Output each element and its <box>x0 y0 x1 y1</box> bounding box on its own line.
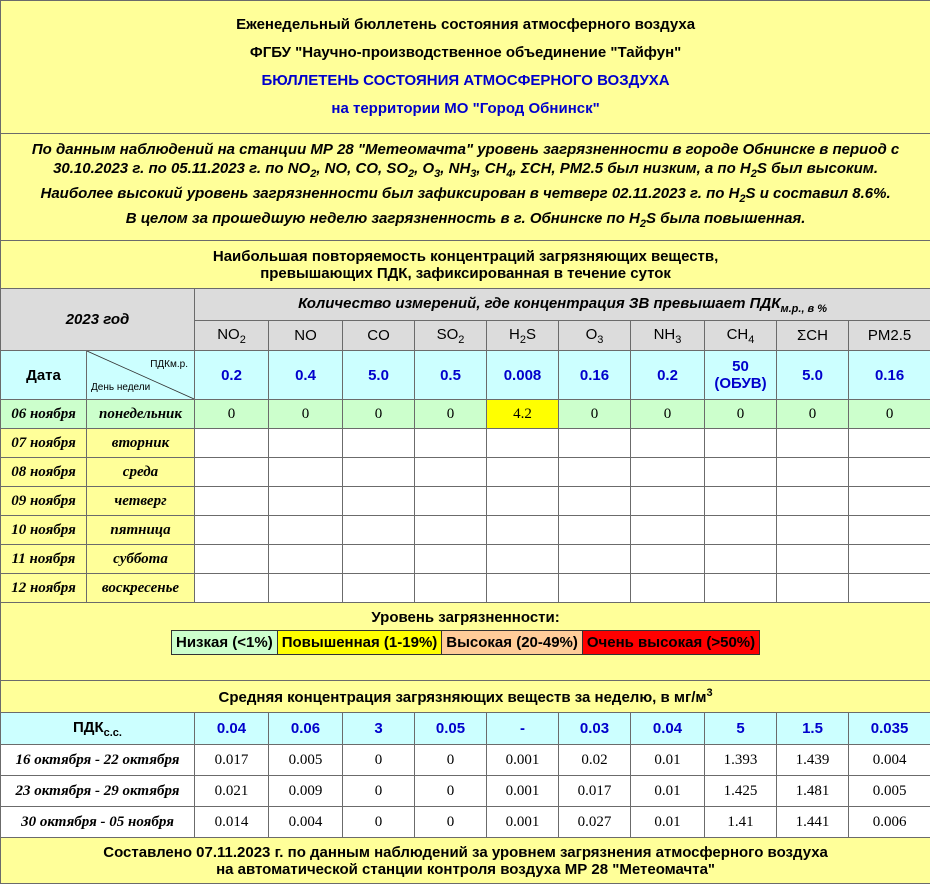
year-label: 2023 год <box>1 289 195 351</box>
weekly-row <box>1 807 930 838</box>
pdk-mr-row <box>1 351 930 400</box>
daily-value <box>777 458 849 487</box>
weekly-value: 1.393 <box>705 745 777 776</box>
daily-value: 0 <box>559 400 631 429</box>
header-line-3: БЮЛЛЕТЕНЬ СОСТОЯНИЯ АТМОСФЕРНОГО ВОЗДУХА <box>1 67 930 95</box>
daily-rows <box>1 400 930 603</box>
daily-value <box>777 545 849 574</box>
weekly-value: 0.004 <box>269 807 343 838</box>
diag-bottom-label: День недели <box>91 382 150 393</box>
weekly-value: 0.027 <box>559 807 631 838</box>
pollutant-header: $CH_4$ <box>705 321 777 351</box>
level-item: Низкая (<1%) <box>172 631 278 655</box>
daily-value <box>631 429 705 458</box>
pollutant-header: $NH_3$ <box>631 321 705 351</box>
pdk-ss-row <box>1 713 930 745</box>
diag-top-label: ПДКм.р. <box>150 359 188 370</box>
daily-value <box>559 487 631 516</box>
row-date: 11 ноября <box>1 545 87 574</box>
weekly-value: 0.004 <box>849 745 930 776</box>
footer-line-1: Составлено 07.11.2023 г. по данным наблюдений за уровнем загрязнения атмосферного воздуха <box>1 844 930 861</box>
daily-value <box>487 487 559 516</box>
daily-value <box>195 516 269 545</box>
bulletin-header <box>1 1 930 134</box>
weekly-value: 0 <box>415 776 487 807</box>
weekly-value: 0.005 <box>849 776 930 807</box>
row-date: 09 ноября <box>1 487 87 516</box>
daily-value <box>415 516 487 545</box>
daily-value <box>559 574 631 603</box>
pdk-mr-value: 0.16 <box>559 351 631 400</box>
pdk-ss-value: 0.04 <box>631 713 705 745</box>
pollutant-header: PM2.5 <box>849 321 930 351</box>
pollutant-header: CO <box>343 321 415 351</box>
row-weekday: воскресенье <box>87 574 195 603</box>
daily-value <box>559 458 631 487</box>
pdk-mr-value: 5.0 <box>777 351 849 400</box>
weekly-value: 0 <box>343 776 415 807</box>
daily-value <box>849 545 930 574</box>
weekly-value: 0.01 <box>631 745 705 776</box>
date-label: Дата <box>1 351 87 400</box>
weekly-value: 1.425 <box>705 776 777 807</box>
daily-value <box>849 429 930 458</box>
pollutant-header: $O_3$ <box>559 321 631 351</box>
pollutant-header: ΣCH <box>777 321 849 351</box>
daily-value <box>705 574 777 603</box>
pdk-mr-value: 5.0 <box>343 351 415 400</box>
level-item: Повышенная (1-19%) <box>277 631 442 655</box>
daily-value: 0 <box>849 400 930 429</box>
daily-value <box>415 574 487 603</box>
level-item: Высокая (20-49%) <box>442 631 583 655</box>
daily-row <box>1 487 930 516</box>
pdk-ss-label: $ПДК_{с.с.}$ <box>1 713 195 745</box>
daily-value <box>343 516 415 545</box>
pdk-ss-value: 3 <box>343 713 415 745</box>
weekly-title: Средняя концентрация загрязняющих веществ за неделю, в $мг/м^3$ <box>1 681 930 713</box>
daily-value <box>631 458 705 487</box>
daily-value: 0 <box>777 400 849 429</box>
daily-value <box>487 545 559 574</box>
daily-value <box>195 458 269 487</box>
daily-row <box>1 458 930 487</box>
header-line-2: ФГБУ "Научно-производственное объединение "Тайфун" <box>1 39 930 67</box>
daily-value <box>849 458 930 487</box>
count-header: Количество измерений, где концентрация ЗВ превышает $ПДК_{м.р., в \%}$ <box>195 289 930 321</box>
daily-row <box>1 574 930 603</box>
summary-paragraph-1: По данным наблюдений на станции МР 28 "Метеомачта" уровень загрязненности в городе Обнинске в период с 30.10.2023 г. по 05.11.2023 г. по $NO_2$, NO, CO, $SO_2$, $O_3$, $NH_3$, $CH_4$, ΣCH, PM2.5 был низким, а по $H_2S$ был высоким. <box>5 140 926 184</box>
weekly-rows <box>1 745 930 838</box>
footer <box>1 838 930 884</box>
daily-value <box>195 487 269 516</box>
weekly-value: 0.009 <box>269 776 343 807</box>
daily-value: 0 <box>343 400 415 429</box>
footer-line-2: на автоматической станции контроля воздуха МР 28 "Метеомачта" <box>1 861 930 878</box>
pdk-ss-value: 0.035 <box>849 713 930 745</box>
daily-value <box>705 458 777 487</box>
daily-value <box>631 487 705 516</box>
pollutant-header: $NO_2$ <box>195 321 269 351</box>
weekly-row <box>1 776 930 807</box>
row-weekday: суббота <box>87 545 195 574</box>
daily-value <box>705 487 777 516</box>
daily-value <box>559 545 631 574</box>
summary-paragraph-3: В целом за прошедшую неделю загрязненность в г. Обнинске по $H_2S$ была повышенная. <box>5 209 926 234</box>
weekly-value: 0.021 <box>195 776 269 807</box>
levels-legend <box>1 603 930 681</box>
daily-row <box>1 545 930 574</box>
weekly-value: 0 <box>343 745 415 776</box>
daily-value <box>487 458 559 487</box>
daily-value <box>415 545 487 574</box>
pdk-ss-value: 5 <box>705 713 777 745</box>
weekly-value: 0 <box>415 807 487 838</box>
daily-value <box>849 516 930 545</box>
daily-value: 0 <box>269 400 343 429</box>
weekly-value: 0.006 <box>849 807 930 838</box>
daily-value: 0 <box>415 400 487 429</box>
pdk-ss-value: 0.06 <box>269 713 343 745</box>
row-date: 12 ноября <box>1 574 87 603</box>
pdk-mr-value: 0.2 <box>195 351 269 400</box>
header-line-4: на территории МО "Город Обнинск" <box>1 95 930 123</box>
weekly-value: 0.001 <box>487 745 559 776</box>
pollutant-header: $SO_2$ <box>415 321 487 351</box>
daily-value <box>559 516 631 545</box>
pdk-ss-value: - <box>487 713 559 745</box>
weekly-value: 0.001 <box>487 807 559 838</box>
daily-value <box>343 545 415 574</box>
daily-value <box>195 574 269 603</box>
weekly-value: 0.017 <box>559 776 631 807</box>
daily-value <box>777 574 849 603</box>
daily-value <box>777 487 849 516</box>
daily-value <box>343 458 415 487</box>
pdk-mr-value: 0.2 <box>631 351 705 400</box>
daily-value <box>705 545 777 574</box>
pdk-mr-value: 0.5 <box>415 351 487 400</box>
daily-value: 0 <box>705 400 777 429</box>
daily-value <box>269 458 343 487</box>
levels-title: Уровень загрязненности: <box>1 609 930 626</box>
pdk-mr-value: 0.008 <box>487 351 559 400</box>
daily-row <box>1 429 930 458</box>
row-weekday: четверг <box>87 487 195 516</box>
weekly-value: 1.481 <box>777 776 849 807</box>
daily-value: 0 <box>631 400 705 429</box>
daily-value <box>195 545 269 574</box>
daily-value <box>415 458 487 487</box>
weekly-row <box>1 745 930 776</box>
daily-table-title: Наибольшая повторяемость концентраций загрязняющих веществ, превышающих ПДК, зафиксированная в течение суток <box>1 241 930 289</box>
pdk-mr-value: 50 (ОБУВ) <box>705 351 777 400</box>
daily-value <box>343 487 415 516</box>
daily-value <box>269 487 343 516</box>
daily-value <box>777 516 849 545</box>
week-period: 16 октября - 22 октября <box>1 745 195 776</box>
daily-value <box>631 574 705 603</box>
daily-value <box>415 429 487 458</box>
daily-value <box>849 574 930 603</box>
daily-value <box>559 429 631 458</box>
row-weekday: среда <box>87 458 195 487</box>
daily-value <box>849 487 930 516</box>
daily-row <box>1 516 930 545</box>
daily-value <box>343 574 415 603</box>
row-weekday: вторник <box>87 429 195 458</box>
summary-text <box>1 134 930 241</box>
diagonal-header <box>87 351 195 400</box>
daily-value <box>343 429 415 458</box>
weekly-value: 0.01 <box>631 776 705 807</box>
weekly-value: 0.014 <box>195 807 269 838</box>
daily-value <box>777 429 849 458</box>
daily-value <box>487 574 559 603</box>
row-weekday: пятница <box>87 516 195 545</box>
daily-value <box>195 429 269 458</box>
pdk-ss-value: 0.03 <box>559 713 631 745</box>
levels-table <box>171 630 760 655</box>
week-period: 23 октября - 29 октября <box>1 776 195 807</box>
weekly-value: 0.001 <box>487 776 559 807</box>
pdk-mr-value: 0.4 <box>269 351 343 400</box>
pollutant-header: NO <box>269 321 343 351</box>
daily-value: 0 <box>195 400 269 429</box>
pdk-ss-value: 0.05 <box>415 713 487 745</box>
pdk-mr-value: 0.16 <box>849 351 930 400</box>
weekly-value: 1.41 <box>705 807 777 838</box>
weekly-value: 0.005 <box>269 745 343 776</box>
weekly-value: 1.441 <box>777 807 849 838</box>
daily-value <box>631 516 705 545</box>
weekly-value: 0 <box>415 745 487 776</box>
row-date: 06 ноября <box>1 400 87 429</box>
weekly-value: 0 <box>343 807 415 838</box>
row-weekday: понедельник <box>87 400 195 429</box>
row-date: 08 ноября <box>1 458 87 487</box>
daily-value <box>269 516 343 545</box>
daily-value <box>269 545 343 574</box>
daily-value <box>705 429 777 458</box>
weekly-value: 0.017 <box>195 745 269 776</box>
daily-value <box>269 429 343 458</box>
week-period: 30 октября - 05 ноября <box>1 807 195 838</box>
daily-value <box>415 487 487 516</box>
weekly-value: 0.02 <box>559 745 631 776</box>
pdk-ss-value: 1.5 <box>777 713 849 745</box>
daily-value <box>487 429 559 458</box>
pollutant-header: $H_2S$ <box>487 321 559 351</box>
weekly-value: 1.439 <box>777 745 849 776</box>
weekly-value: 0.01 <box>631 807 705 838</box>
row-date: 10 ноября <box>1 516 87 545</box>
pdk-ss-value: 0.04 <box>195 713 269 745</box>
row-date: 07 ноября <box>1 429 87 458</box>
daily-row <box>1 400 930 429</box>
daily-value <box>631 545 705 574</box>
summary-paragraph-2: Наиболее высокий уровень загрязненности был зафиксирован в четверг 02.11.2023 г. по $H_2S$ и составил 8.6%. <box>5 184 926 209</box>
level-item: Очень высокая (>50%) <box>582 631 759 655</box>
daily-value <box>487 516 559 545</box>
daily-value <box>269 574 343 603</box>
daily-value <box>705 516 777 545</box>
header-line-1: Еженедельный бюллетень состояния атмосферного воздуха <box>1 11 930 39</box>
daily-value: 4.2 <box>487 400 559 429</box>
